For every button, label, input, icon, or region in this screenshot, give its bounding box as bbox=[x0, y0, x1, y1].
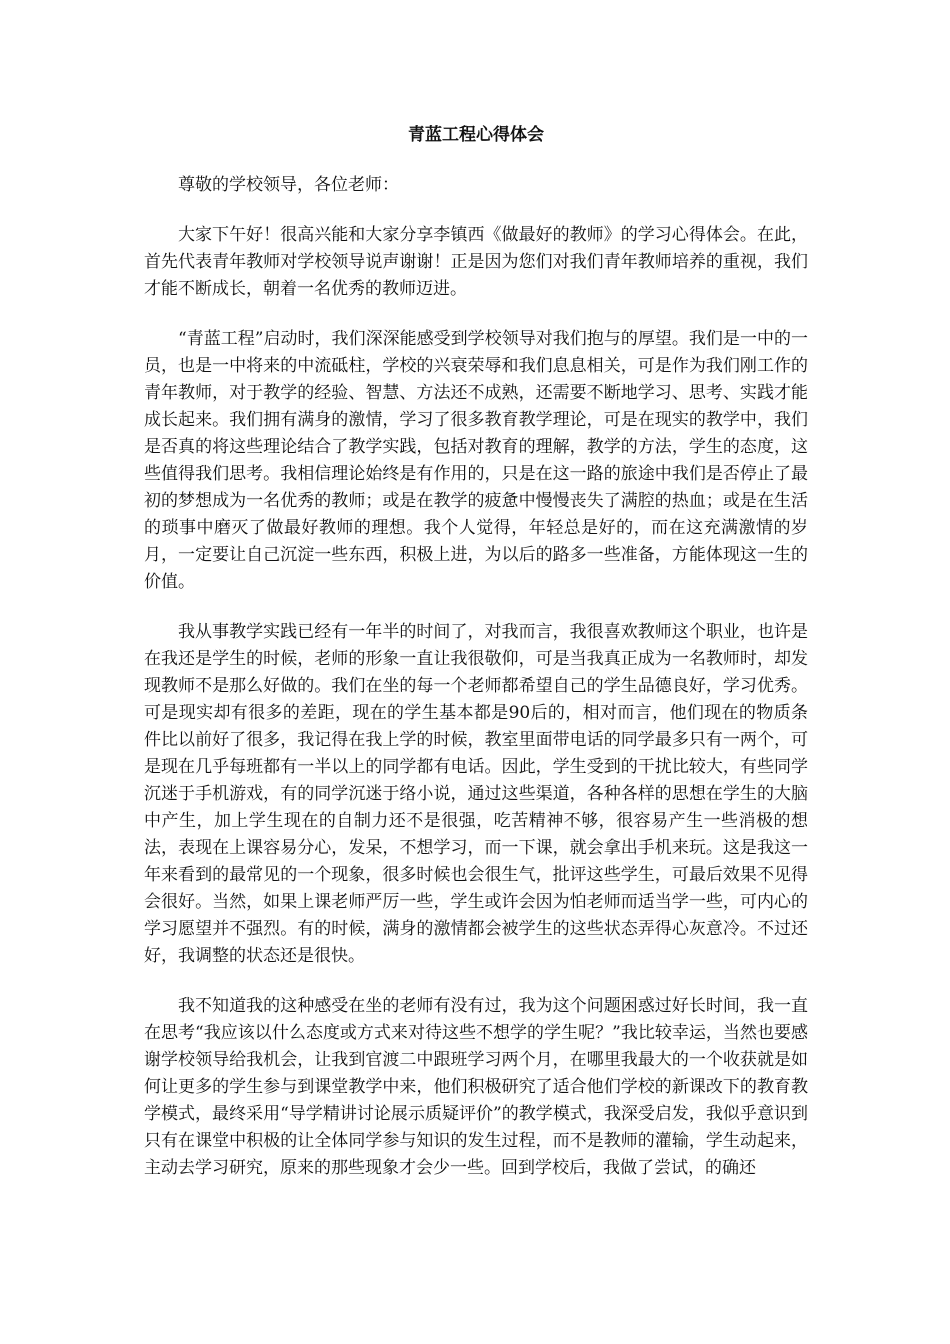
paragraph-greeting: 大家下午好！很高兴能和大家分享李镇西《做最好的教师》的学习心得体会。在此，首先代表青年教师对学校领导说声谢谢！正是因为您们对我们青年教师培养的重视，我们才能不断成长，朝着一名优秀的教师迈进。 bbox=[144, 225, 808, 299]
paragraph-teaching-experience: 我从事教学实践已经有一年半的时间了，对我而言，我很喜欢教师这个职业，也许是在我还是学生的时候，老师的形象一直让我很敬仰，可是当我真正成为一名教师时，却发现教师不是那么好做的。我们在坐的每一个老师都希望自己的学生品德良好，学习优秀。可是现实却有很多的差距，现在的学生基本都是90后的，相对而言，他们现在的物质条件比以前好了很多，我记得在我上学的时候，教室里面带电话的同学最多只有一两个，可是现在几乎每班都有一半以上的同学都有电话。因此，学生受到的干扰比较大，有些同学沉迷于手机游戏，有的同学沉迷于络小说，通过这些渠道，各种各样的思想在学生的大脑中产生，加上学生现在的自制力还不是很强，吃苦精神不够，很容易产生一些消极的想法，表现在上课容易分心，发呆，不想学习，而一下课，就会拿出手机来玩。这是我这一年来看到的最常见的一个现象，很多时候也会很生气，批评这些学生，可最后效果不见得会很好。当然，如果上课老师严厉一些，学生或许会因为怕老师而适当学一些，可内心的学习愿望并不强烈。有的时候，满身的激情都会被学生的这些状态弄得心灰意冷。不过还好，我调整的状态还是很快。 bbox=[144, 622, 808, 966]
salutation: 尊敬的学校领导，各位老师： bbox=[178, 175, 399, 195]
document-title: 青蓝工程心得体会 bbox=[408, 125, 544, 145]
document-body bbox=[144, 122, 808, 1205]
paragraph-reflection: 我不知道我的这种感受在坐的老师有没有过，我为这个问题困惑过好长时间，我一直在思考“我应该以什么态度或方式来对待这些不想学的学生呢？”我比较幸运，当然也要感谢学校领导给我机会，让我到官渡二中跟班学习两个月，在哪里我最大的一个收获就是如何让更多的学生参与到课堂教学中来，他们积极研究了适合他们学校的新课改下的教育教学模式，最终采用“导学精讲讨论展示质疑评价”的教学模式，我深受启发，我似乎意识到只有在课堂中积极的让全体同学参与知识的发生过程，而不是教师的灌输，学生动起来，主动去学习研究，原来的那些现象才会少一些。回到学校后，我做了尝试，的确还 bbox=[144, 996, 808, 1178]
paragraph-project-launch: “青蓝工程”启动时，我们深深能感受到学校领导对我们抱与的厚望。我们是一中的一员，也是一中将来的中流砥柱，学校的兴衰荣辱和我们息息相关，可是作为我们刚工作的青年教师，对于教学的经验、智慧、方法还不成熟，还需要不断地学习、思考、实践才能成长起来。我们拥有满身的激情，学习了很多教育教学理论，可是在现实的教学中，我们是否真的将这些理论结合了教学实践，包括对教育的理解，教学的方法，学生的态度，这些值得我们思考。我相信理论始终是有作用的，只是在这一路的旅途中我们是否停止了最初的梦想成为一名优秀的教师；或是在教学的疲惫中慢慢丧失了满腔的热血；或是在生活的琐事中磨灭了做最好教师的理想。我个人觉得，年轻总是好的，而在这充满激情的岁月，一定要让自己沉淀一些东西，积极上进，为以后的路多一些准备，方能体现这一生的价值。 bbox=[144, 329, 808, 592]
